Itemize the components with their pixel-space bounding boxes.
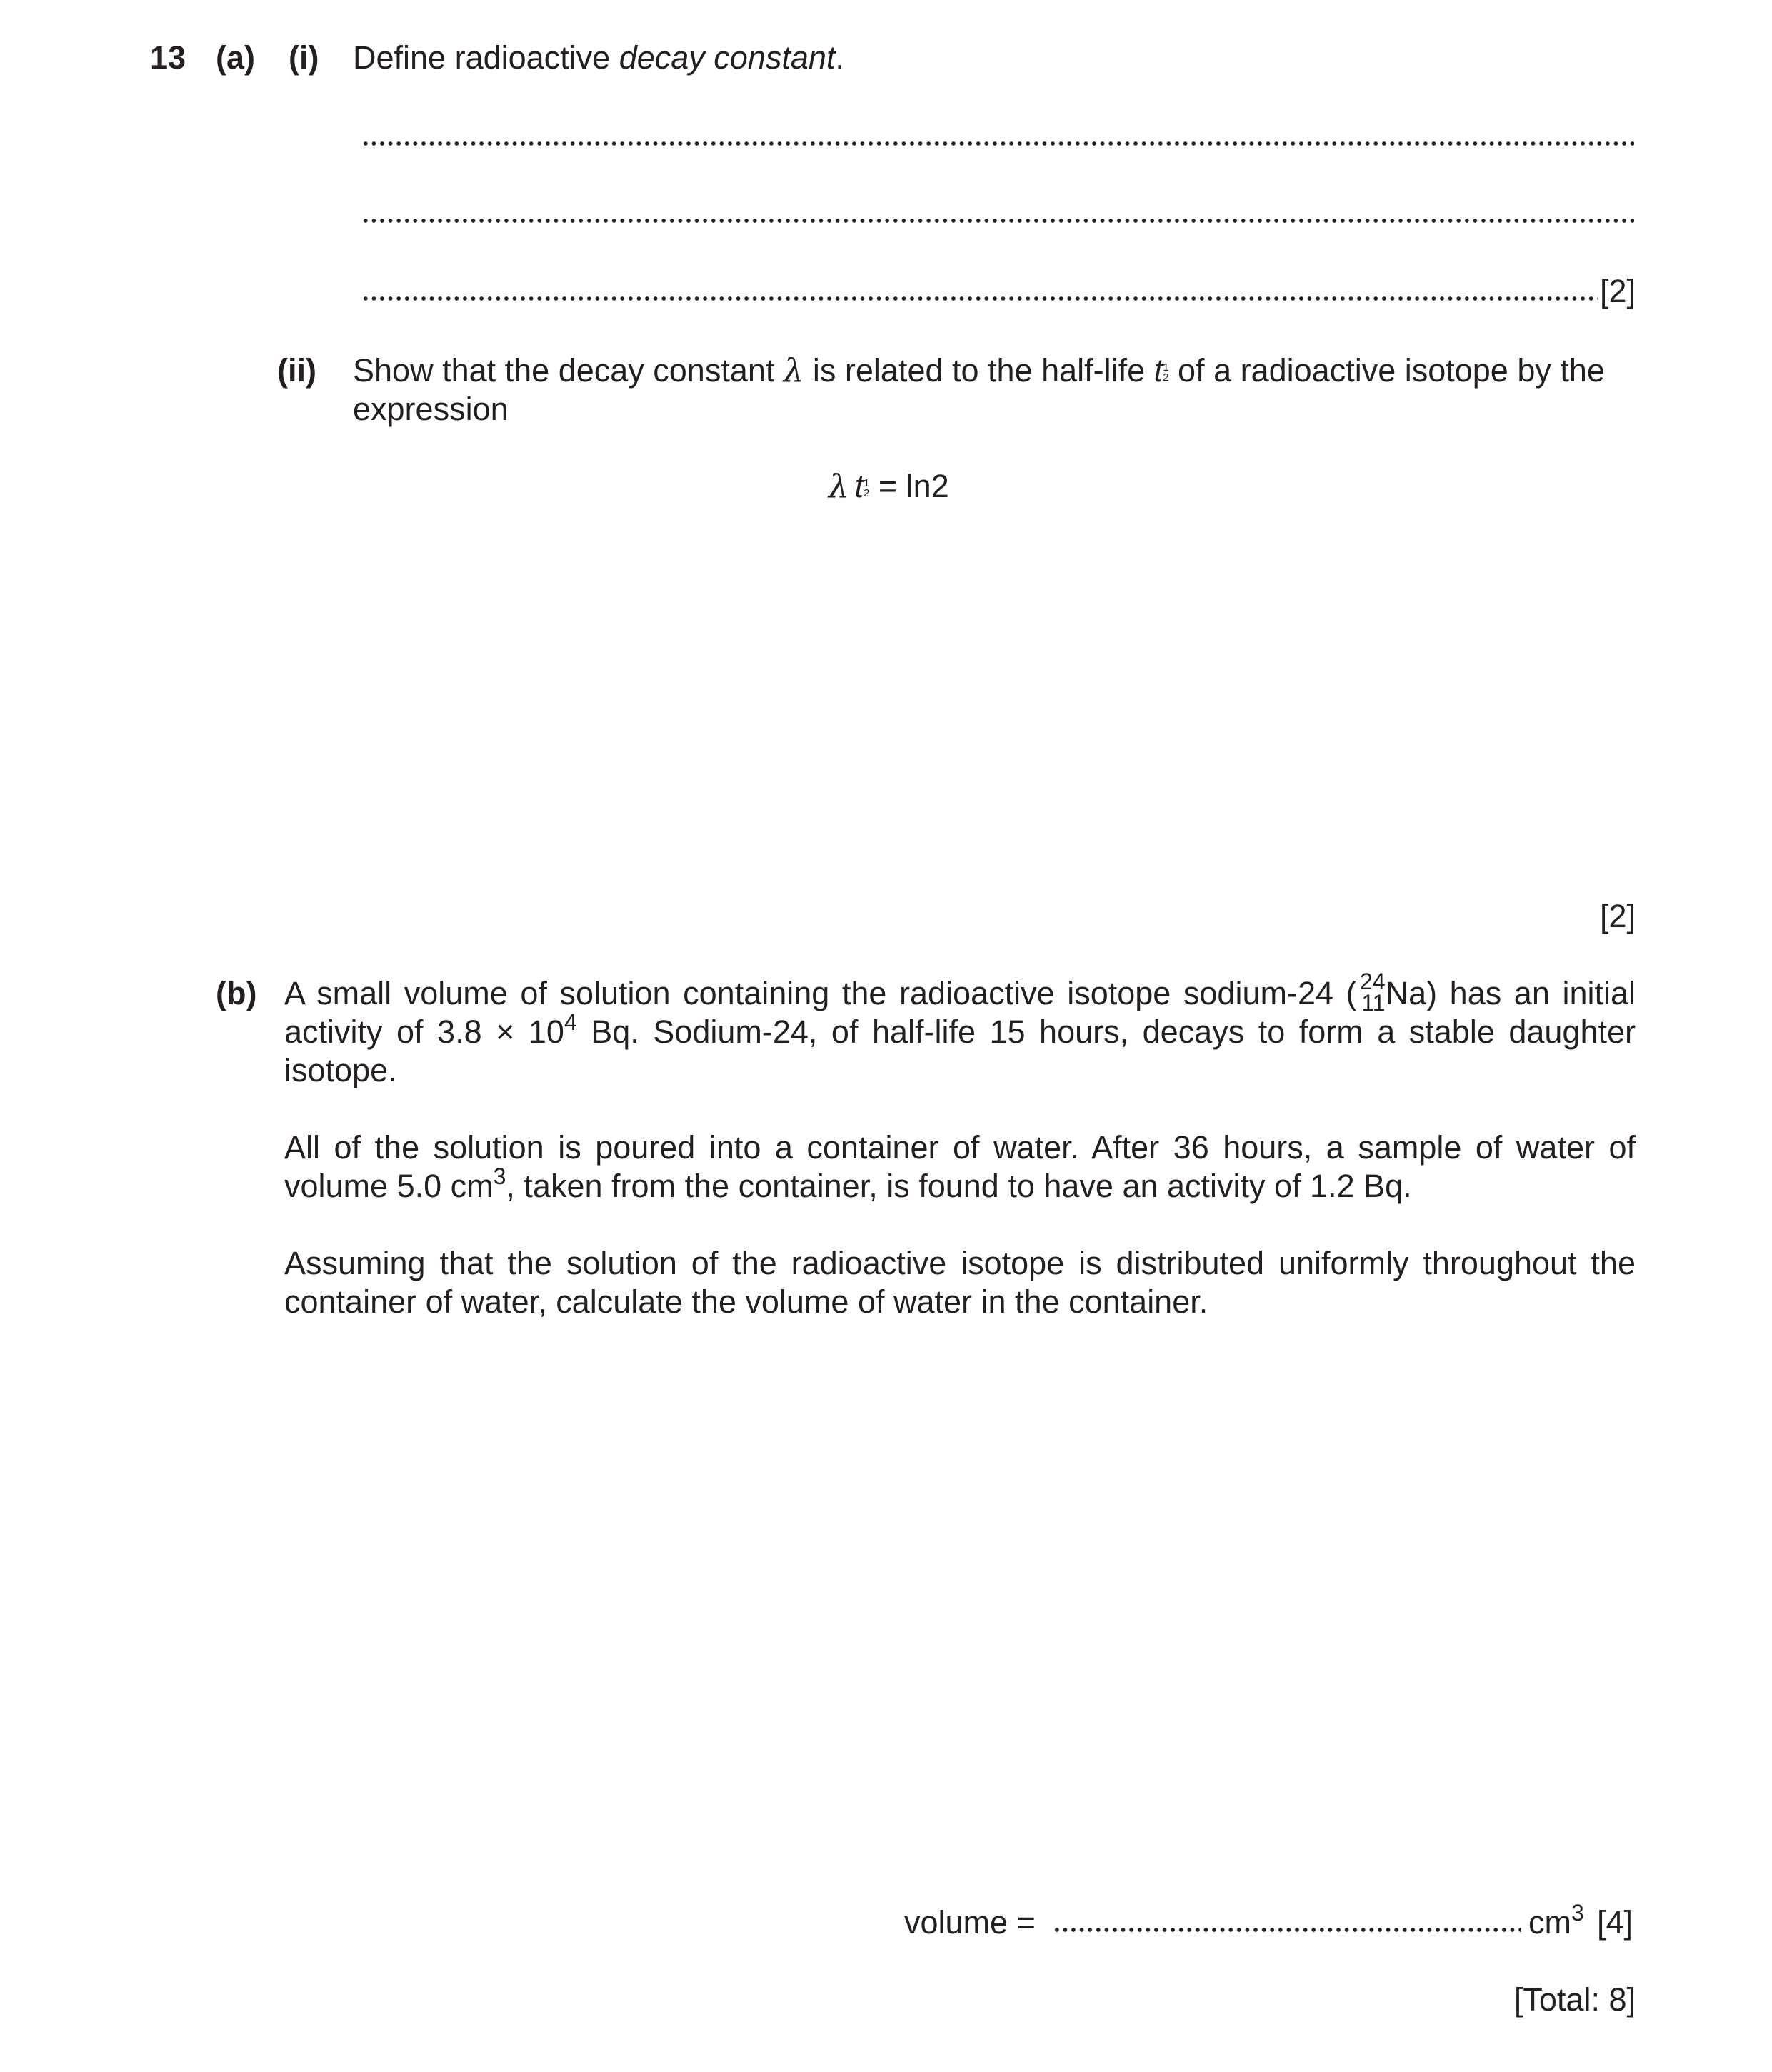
volume-answer-label: volume = bbox=[904, 1904, 1036, 1941]
answer-line-1[interactable] bbox=[361, 140, 1634, 147]
prompt-text: Define radioactive bbox=[353, 39, 619, 76]
part-a-i-label: (i) bbox=[289, 39, 319, 76]
question-number: 13 bbox=[150, 39, 186, 76]
working-space-b[interactable] bbox=[284, 1343, 1636, 1886]
answer-line-3[interactable] bbox=[361, 295, 1598, 302]
part-b-paragraph-2: All of the solution is poured into a container of water. After 36 hours, a sample of water of volume 5.0 $cm^3$, taken from the container, is found to have an activity of 1.2 Bq. bbox=[284, 1129, 1636, 1204]
half-life-symbol: t bbox=[1153, 352, 1163, 389]
prompt-text-end: . bbox=[835, 39, 844, 76]
working-space-a-ii[interactable] bbox=[353, 529, 1636, 886]
part-a-ii-marks: [2] bbox=[1599, 898, 1636, 934]
half-fraction: 1 2 bbox=[1163, 361, 1169, 384]
total-marks: [Total: 8] bbox=[1513, 1981, 1636, 2018]
part-b-paragraph-1: A small volume of solution containing the radioactive isotope sodium-24 ( 24 11 Na) has an initial activity of $3.8 \times 10^4$ Bq. Sodium-24, of half-life 15 hours, decays to form a stable daughter isotope. bbox=[284, 969, 1636, 1088]
part-b-label: (b) bbox=[216, 975, 257, 1011]
equation-half-fraction: 1 2 bbox=[864, 477, 870, 500]
part-a-ii-label: (ii) bbox=[277, 352, 316, 389]
part-a-ii-prompt: Show that the decay constant λ is related to the half-life t 1 2 of a radioactive isotope by the expression bbox=[353, 351, 1636, 429]
volume-answer-unit: $cm^3$ bbox=[1528, 1900, 1584, 1941]
prompt-line-2: expression bbox=[353, 391, 509, 427]
prompt-italic-term: decay constant bbox=[619, 39, 836, 76]
lambda-symbol: λ bbox=[783, 351, 804, 389]
part-a-label: (a) bbox=[216, 39, 255, 76]
part-a-i-prompt bbox=[353, 39, 844, 77]
equation: λ t 1 2 = ln2 bbox=[829, 467, 949, 505]
part-b-marks: [4] bbox=[1597, 1904, 1633, 1941]
part-a-i-marks: [2] bbox=[1600, 273, 1636, 309]
nuclide-notation: 24 11 bbox=[1359, 969, 1386, 1016]
part-b-paragraph-3: Assuming that the solution of the radioactive isotope is distributed uniformly throughout the container of water, calculate the volume of water in the container. bbox=[284, 1245, 1636, 1320]
answer-line-2[interactable] bbox=[361, 217, 1634, 224]
volume-answer-line[interactable] bbox=[1053, 1926, 1521, 1933]
